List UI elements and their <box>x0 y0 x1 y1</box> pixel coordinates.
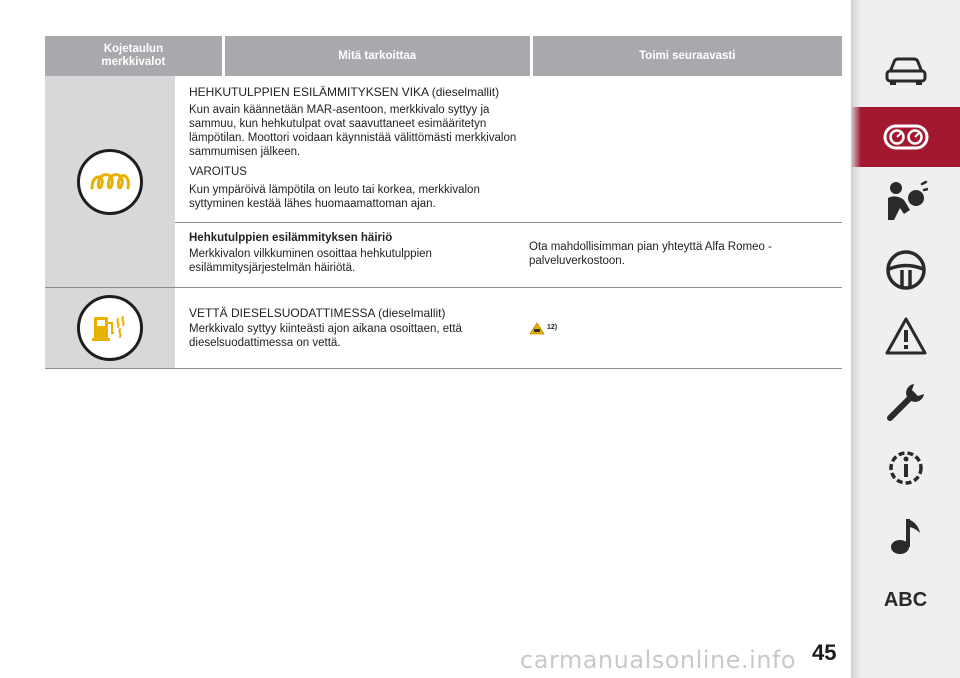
description-text: Merkkivalon vilkkuminen osoittaa hehkutulppien esilämmitysjärjestelmän häiriötä. <box>189 248 432 274</box>
wrench-icon <box>884 380 928 424</box>
sidebar-item-index[interactable] <box>851 570 960 630</box>
sub-row-preheating <box>175 76 842 222</box>
section-title: Hehkutulppien esilämmityksen häiriö <box>189 232 393 244</box>
table-header <box>45 36 842 76</box>
table-row <box>45 288 842 369</box>
glow-plug-icon <box>77 149 143 215</box>
row-content <box>175 288 842 368</box>
sidebar-item-car[interactable] <box>851 40 960 100</box>
row-content <box>175 76 842 287</box>
warning-ref-number: 12) <box>547 324 558 331</box>
warning-lights-table <box>45 36 842 369</box>
chapter-sidebar <box>851 0 960 678</box>
description-cell <box>175 231 519 286</box>
warning-text: Kun ympäröivä lämpötila on leuto tai korkea, merkkivalon syttyminen kestää lähes huomaamattoman ajan. <box>189 184 480 210</box>
dashboard-gauges-icon <box>883 122 929 152</box>
section-title: VETTÄ DIESELSUODATTIMESSA (dieselmallit) <box>189 306 446 320</box>
abc-index-label: ABC <box>883 588 928 611</box>
icon-cell <box>45 288 175 368</box>
header-meaning: Mitä tarkoittaa <box>225 36 530 76</box>
description-text: Kun avain käännetään MAR-asentoon, merkkivalo syttyy ja sammuu, kun hehkutulpat ovat saavuttaneet esimääritetyn lämpötilan. Moottori voidaan käynnistää välittömästi merkkivalon sammumisen jälkeen. <box>189 104 517 158</box>
sidebar-item-technical-data[interactable] <box>851 438 960 498</box>
icon-cell <box>45 76 175 287</box>
music-note-icon <box>888 513 924 557</box>
action-cell <box>519 85 838 222</box>
header-warning-lights: Kojetaulun merkkivalot <box>45 36 222 76</box>
warning-hand-icon <box>529 322 545 335</box>
action-text: Ota mahdollisimman pian yhteyttä Alfa Romeo -palveluverkostoon. <box>529 241 772 267</box>
description-cell <box>175 306 519 350</box>
sidebar-shadow <box>851 0 861 678</box>
sub-row-preheating-fault <box>175 222 842 286</box>
warning-reference <box>529 321 838 335</box>
table-row <box>45 76 842 288</box>
gear-info-icon <box>884 446 928 490</box>
page-number: 45 <box>812 640 837 665</box>
warning-triangle-icon <box>884 316 928 356</box>
watermark: carmanualsonline.info <box>520 646 797 674</box>
action-cell <box>519 231 838 286</box>
sub-row-water-in-filter <box>175 288 842 350</box>
sidebar-item-maintenance[interactable] <box>851 372 960 432</box>
sidebar-item-emergency[interactable] <box>851 306 960 366</box>
warning-title: VAROITUS <box>189 166 247 178</box>
water-in-fuel-icon <box>77 295 143 361</box>
sidebar-item-safety[interactable] <box>851 172 960 232</box>
header-action: Toimi seuraavasti <box>533 36 842 76</box>
airbag-passenger-icon <box>884 180 928 224</box>
sidebar-item-dashboard[interactable] <box>851 107 960 167</box>
section-title: HEHKUTULPPIEN ESILÄMMITYKSEN VIKA (dieselmallit) <box>189 85 500 99</box>
description-cell <box>175 85 519 222</box>
description-text: Merkkivalo syttyy kiinteästi ajon aikana osoittaen, että dieselsuodattimessa on vettä. <box>189 323 462 349</box>
sidebar-item-multimedia[interactable] <box>851 505 960 565</box>
car-icon <box>884 54 928 86</box>
action-cell <box>519 306 838 350</box>
steering-wheel-icon <box>885 249 927 291</box>
sidebar-item-driving[interactable] <box>851 240 960 300</box>
